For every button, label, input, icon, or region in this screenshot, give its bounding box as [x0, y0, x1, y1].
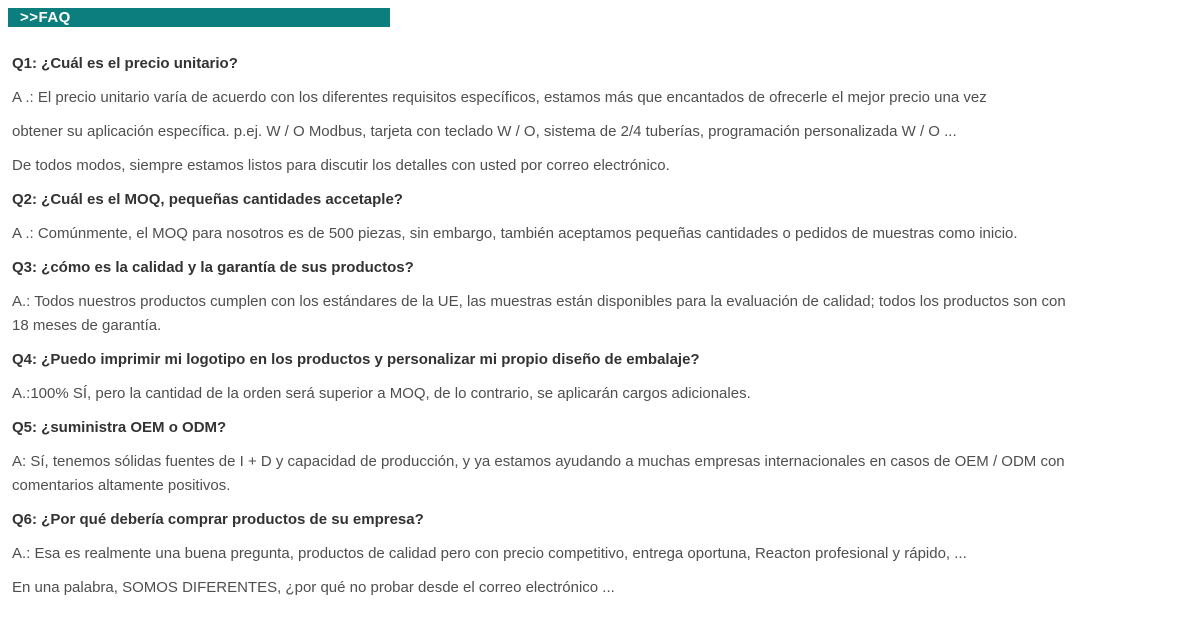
faq-answer-line: A .: El precio unitario varía de acuerdo con los diferentes requisitos específicos, estamos más que encantados de ofrecerle el mejor precio una vez [12, 89, 987, 106]
faq-question: Q5: ¿suministra OEM o ODM? [12, 419, 227, 436]
faq-answer-line: De todos modos, siempre estamos listos para discutir los detalles con usted por correo electrónico. [12, 157, 670, 174]
faq-answer-paragraph [12, 290, 1172, 338]
faq-answer-paragraph [12, 222, 1172, 246]
faq-question: Q1: ¿Cuál es el precio unitario? [12, 55, 238, 72]
faq-answer-paragraph [12, 450, 1172, 498]
faq-question: Q3: ¿cómo es la calidad y la garantía de sus productos? [12, 259, 414, 276]
faq-answer-paragraph [12, 382, 1172, 406]
faq-answer-paragraph [12, 576, 1172, 600]
faq-item-4 [12, 348, 1184, 406]
faq-question: Q2: ¿Cuál es el MOQ, pequeñas cantidades accetaple? [12, 191, 403, 208]
faq-title-bar [8, 8, 390, 27]
faq-answer-line: En una palabra, SOMOS DIFERENTES, ¿por qué no probar desde el correo electrónico ... [12, 579, 615, 596]
faq-answer-paragraph [12, 542, 1172, 566]
faq-answer-line: comentarios altamente positivos. [12, 477, 231, 494]
faq-content [8, 27, 1192, 620]
faq-answer-line: A.: Esa es realmente una buena pregunta, productos de calidad pero con precio competitivo, entrega oportuna, Reacton profesional y rápido, ... [12, 545, 967, 562]
faq-answer-paragraph [12, 120, 1172, 144]
faq-answer-line: A: Sí, tenemos sólidas fuentes de I + D y capacidad de producción, y ya estamos ayudando a muchas empresas internacionales en casos de OEM / ODM con [12, 453, 1065, 470]
faq-answer-line: A .: Comúnmente, el MOQ para nosotros es de 500 piezas, sin embargo, también aceptamos pequeñas cantidades o pedidos de muestras como inicio. [12, 225, 1018, 242]
faq-question: Q6: ¿Por qué debería comprar productos de su empresa? [12, 511, 424, 528]
faq-item-5 [12, 416, 1184, 498]
faq-item-6 [12, 508, 1184, 600]
faq-answer-line: A.: Todos nuestros productos cumplen con los estándares de la UE, las muestras están disponibles para la evaluación de calidad; todos los productos son con [12, 293, 1066, 310]
faq-answer-line: obtener su aplicación específica. p.ej. W / O Modbus, tarjeta con teclado W / O, sistema de 2/4 tuberías, programación personalizada W / O ... [12, 123, 957, 140]
faq-item-2 [12, 188, 1184, 246]
faq-answer-line: 18 meses de garantía. [12, 317, 162, 334]
faq-item-1 [12, 52, 1184, 178]
faq-item-3 [12, 256, 1184, 338]
faq-title: >>FAQ [20, 9, 71, 26]
faq-question: Q4: ¿Puedo imprimir mi logotipo en los productos y personalizar mi propio diseño de embalaje? [12, 351, 700, 368]
faq-answer-paragraph [12, 154, 1172, 178]
faq-answer-line: A.:100% SÍ, pero la cantidad de la orden será superior a MOQ, de lo contrario, se aplicarán cargos adicionales. [12, 385, 751, 402]
faq-answer-paragraph [12, 86, 1172, 110]
